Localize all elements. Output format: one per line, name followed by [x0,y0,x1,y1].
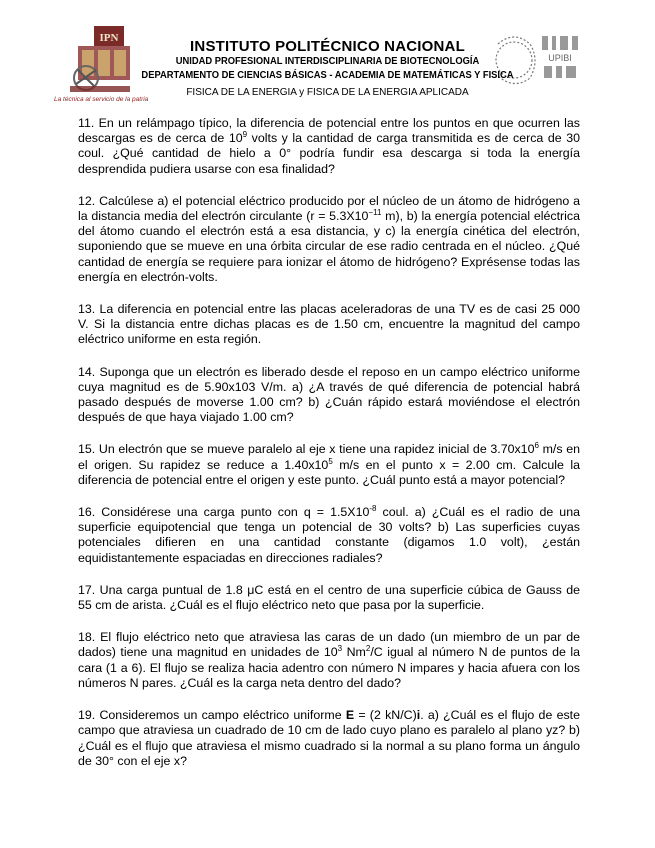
exponent: 6 [534,441,539,451]
problem-13 [78,302,580,348]
exponent: 2 [365,644,371,654]
exponent: 9 [242,130,248,140]
problem-text: 14. Suponga que un electrón es liberado desde el reposo en un campo eléctrico uniforme cuya magnitud es de 5.90x103 V/m. a) ¿A través de qué diferencia de potencial habrá pasado después de moverse 1.00 cm? b) ¿Cuán rápido estará moviéndose el electrón después de que haya viajado 1.00 cm? [78,364,580,425]
problem-text: 17. Una carga puntual de 1.8 μC está en el centro de una superficie cúbica de Gauss de 55 cm de arista. ¿Cuál es el flujo eléctrico neto que pasa por la superficie. [78,582,580,613]
problem-text: m/s en el origen. Su rapidez se reduce a 1.40x10 [78,442,580,472]
problem-text: 12. Calcúlese a) el potencial eléctrico producido por el núcleo de un átomo de hidrógeno a la distancia media del electrón circulante (r = 5.3X10 [78,193,580,224]
unit-title: UNIDAD PROFESIONAL INTERDISCIPLINARIA DE BIOTECNOLOGÍA [175,56,480,67]
exponent: -8 [369,503,377,513]
problem-14 [78,365,580,426]
problem-text: Nm [342,645,366,660]
upibi-logo-text: UPIBI [548,53,572,63]
ipn-logo-text: IPN [99,32,119,44]
problem-15 [78,442,580,488]
problem-text: 16. Considérese una carga punto con q = 1.5X10 [78,505,370,520]
problem-text: 11. En un relámpago típico, la diferencia de potencial entre los puntos en que ocurren las descargas es de cerca de 10 [78,116,580,146]
course-title: FISICA DE LA ENERGIA y FISICA DE LA ENERGIA APLICADA [186,87,469,98]
exponent: 3 [337,644,343,654]
unit-vector-symbol: i [416,708,421,723]
problem-text: /C igual al número N de puntos de la cara (1 a 6). El flujo se realiza hacia adentro con número N impares y hacia afuera con los números N pares. ¿Cuál es la carga neta dentro del dado? [78,645,581,690]
problem-text: 19. Consideremos un campo eléctrico uniforme [78,708,346,723]
ipn-logo-caption: La técnica al servicio de la patria [54,96,149,103]
problem-text: 18. El flujo eléctrico neto que atraviesa las caras de un dado (un miembro de un par de dados) tiene una magnitud en unidades de 10 [78,630,580,660]
problem-text: m), b) la energía potencial eléctrica del átomo cuando el electrón está a esa distancia, y c) la energía cinética del electrón, suponiendo que se mueve en una órbita circular de ese radio centrada en el núcleo. ¿Qué cantidad de energía se requiere para ionizar el átomo de hidrógeno? Exprésense todas las energía en electrón-volts. [78,209,581,284]
problem-11 [78,116,580,177]
problem-19 [78,708,580,769]
problem-text: 13. La diferencia en potencial entre las placas aceleradoras de una TV es de casi 25 000 V. Si la distancia entre dichas placas es de 1.50 cm, encuentre la magnitud del campo eléctrico uniforme en esta región. [78,302,580,347]
problem-12 [78,194,580,285]
problem-text: . a) ¿Cuál es el flujo de este campo que atraviesa un cuadrado de 10 cm de lado cuyo plano es paralelo al plano yz? b) ¿Cuál es el flujo que atraviesa el mismo cuadrado si la normal a su plano forma un ángulo de 30° con el eje x? [78,708,580,768]
problem-text: coul. a) ¿Cuál es el radio de una superficie equipotencial que tenga un potencial de 30 volts? b) Las superficies cuyas potenciales difieren en una cantidad constante (digamos 1.0 volt), ¿están equidistantemente espaciadas en direcciones radiales? [78,505,580,565]
problem-text: m/s en el punto x = 2.00 cm. Calcule la diferencia de potencial entre el origen y este punto. ¿Cuál punto está a mayor potencial? [78,457,580,487]
department-title: DEPARTAMENTO DE CIENCIAS BÁSICAS - ACADEMIA DE MATEMÁTICAS Y FISICA [141,70,514,81]
problem-18 [78,630,580,691]
problem-text: volts y la cantidad de carga transmitida es de cerca de 30 coul. ¿Qué cantidad de hielo a 0° podría fundir esa descarga si toda la energía desprendida pudiera usarse con esa finalidad? [78,131,580,176]
problem-text: = (2 kN/C) [354,708,417,723]
vector-symbol: E [345,708,355,723]
problem-list [78,116,580,786]
problem-text: 15. Un electrón que se mueve paralelo al eje x tiene una rapidez inicial de 3.70x10 [78,442,535,457]
institution-title: INSTITUTO POLITÉCNICO NACIONAL [190,38,465,55]
problem-16 [78,505,580,566]
document-header [0,0,655,110]
exponent: 5 [328,456,333,466]
problem-17 [78,583,580,613]
exponent: −11 [368,207,382,217]
